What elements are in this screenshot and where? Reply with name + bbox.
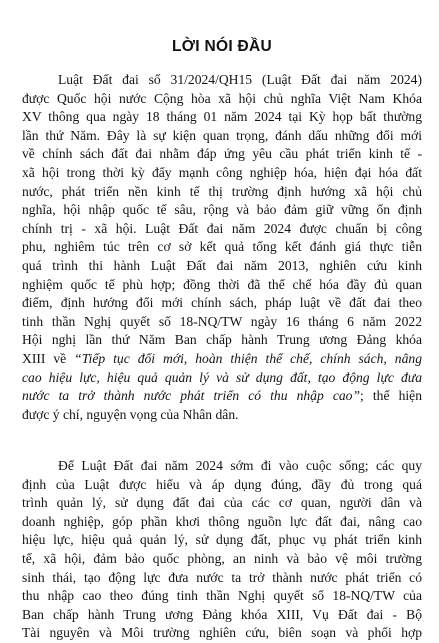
text-line xyxy=(22,350,422,369)
text-line: trình quản lý, sử dụng đất đai của các cơ quan, người dân và xyxy=(22,495,422,511)
text-line: điểm, định hướng đổi mới chính sách, pháp luật về đất đai theo xyxy=(22,295,422,311)
text-line: nghĩa, hội nhập quốc tế sâu, rộng và bảo đảm giữ vững ổn định xyxy=(22,202,422,218)
text-line: nghiệm quốc tế phù hợp; đồng thời đã thể chế hóa đầy đủ quan xyxy=(22,276,422,292)
resolution-quote: cao hiệu lực, hiệu quả quản lý và sử dụng đất, tạo động lực đưa xyxy=(22,369,422,385)
paragraph-intro xyxy=(22,71,422,424)
text-line: phu, nghiêm túc trên cơ sở kết quả tổng kết đánh giá thực tiễn xyxy=(22,239,422,255)
text-line: được ý chí, nguyện vọng của Nhân dân. xyxy=(22,406,239,422)
text-line: định của Luật được hiểu và áp dụng đúng, đầy đủ trong quá xyxy=(22,476,422,492)
text-line: Luật Đất đai số 31/2024/QH15 (Luật Đất đai năm 2024) xyxy=(58,72,422,87)
text-line: thu nhập cao theo đúng tinh thần Nghị quyết số 18-NQ/TW của xyxy=(22,588,422,604)
text-line: tinh thần Nghị quyết số 18-NQ/TW ngày 16 tháng 6 năm 2022 xyxy=(22,313,422,329)
text-line: Để Luật Đất đai năm 2024 sớm đi vào cuộc sống; các quy xyxy=(58,458,422,473)
text-line: doanh nghiệp, góp phần khơi thông nguồn lực đất đai, nâng cao xyxy=(22,513,422,529)
text-run: ; thể hiện xyxy=(360,388,422,404)
text-line: lần thứ Năm. Đây là sự kiện quan trọng, đánh dấu những đổi mới xyxy=(22,127,422,143)
text-line: XV thông qua ngày 18 tháng 01 năm 2024 tại Kỳ họp bất thường xyxy=(22,109,422,125)
text-line: Ban chấp hành Trung ương Đảng khóa XIII, Vụ Đất đai - Bộ xyxy=(22,606,422,622)
text-line: nước, phát triển nền kinh tế thị trường định hướng xã hội chủ xyxy=(22,183,422,199)
text-run: XIII về xyxy=(22,350,75,366)
text-line: tế, xã hội, đảm bảo quốc phòng, an ninh và bảo vệ môi trường xyxy=(22,550,422,566)
text-line: được Quốc hội nước Cộng hòa xã hội chủ nghĩa Việt Nam Khóa xyxy=(22,90,422,106)
text-line xyxy=(22,387,422,406)
paragraph-purpose xyxy=(22,457,422,643)
resolution-quote: “Tiếp tục đổi mới, hoàn thiện thể chế, chính sách, nâng xyxy=(74,350,422,366)
document-page xyxy=(22,0,422,641)
page-title: LỜI NÓI ĐẦU xyxy=(171,38,273,55)
text-line: sinh thái, tạo động lực đưa nước ta trở thành nước phát triển có xyxy=(22,569,422,585)
text-line: quá trình thi hành Luật Đất đai năm 2013, nghiên cứu kinh xyxy=(22,257,422,273)
text-line: xã hội trong thời kỳ đẩy mạnh công nghiệp hóa, hiện đại hóa đất xyxy=(22,164,422,180)
text-line: chính trị - xã hội. Luật Đất đai năm 2024 được chuẩn bị công xyxy=(22,220,422,236)
resolution-quote: nước ta trở thành nước phát triển có thu nhập cao” xyxy=(22,388,361,404)
text-line: hiệu lực, hiệu quả quản lý, sử dụng đất, phục vụ phát triển kinh xyxy=(22,532,422,548)
text-line: Hội nghị lần thứ Năm Ban chấp hành Trung ương Đảng khóa xyxy=(22,332,422,348)
text-line: về chính sách đất đai nhằm đáp ứng yêu cầu phát triển kinh tế - xyxy=(22,146,422,162)
text-line: Tài nguyên và Môi trường nghiên cứu, biên soạn và phối hợp xyxy=(22,625,422,641)
